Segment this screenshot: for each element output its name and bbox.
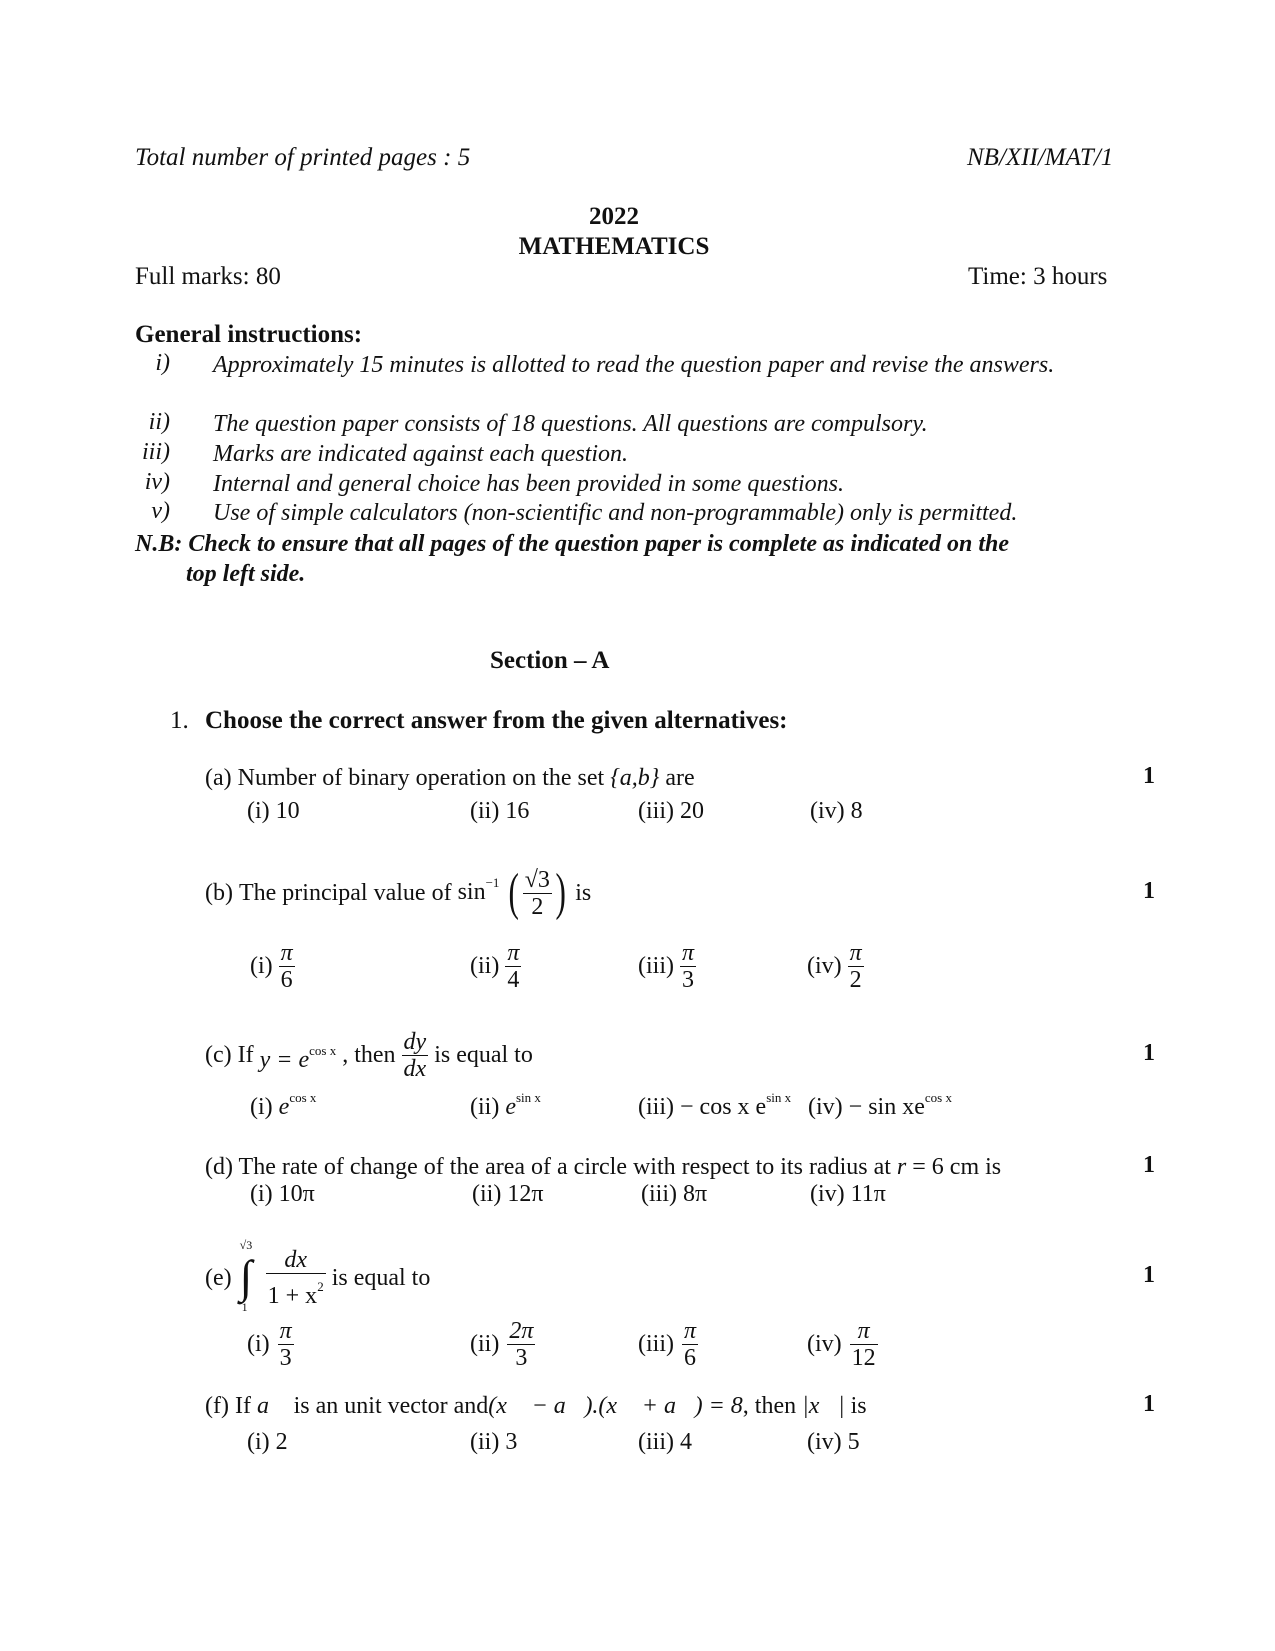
option-iii: (iii) 20 — [638, 798, 704, 824]
fraction-denominator: 6 — [684, 1345, 697, 1371]
instructions-heading: General instructions: — [135, 321, 363, 348]
subject-title: MATHEMATICS — [518, 233, 710, 260]
nb-note-line1: N.B: Check to ensure that all pages of the question paper is complete as indicated on the — [135, 531, 1010, 557]
equation-exponent: cos x — [309, 1042, 337, 1058]
option-iii: (iii) 8π — [641, 1181, 708, 1207]
question-label: (f) If — [205, 1393, 251, 1419]
option-fraction — [505, 940, 521, 993]
option-i: (i) 2 — [247, 1429, 288, 1455]
option-iii — [638, 940, 696, 993]
option-i: (i) 10π — [250, 1181, 315, 1207]
integral-sign-icon: ∫ — [239, 1250, 253, 1302]
question-label: (c) If — [205, 1042, 254, 1068]
option-fraction — [848, 940, 864, 993]
full-marks: Full marks: 80 — [135, 263, 281, 290]
denominator-exponent: 2 — [317, 1278, 324, 1294]
fraction-denominator: 4 — [507, 967, 520, 993]
fraction-denominator: 12 — [851, 1345, 876, 1371]
option-fraction — [279, 940, 295, 993]
marks-value: 1 — [1143, 1152, 1155, 1178]
option-iii — [638, 1318, 698, 1371]
nb-note-line2: top left side. — [186, 561, 306, 587]
fraction-numerator: π — [684, 1318, 697, 1344]
instruction-number: i) — [155, 350, 170, 376]
question-1b — [205, 858, 591, 928]
question-text-end: is equal to — [331, 1264, 431, 1291]
right-paren: ) — [555, 864, 566, 921]
question-number: 1. — [170, 707, 189, 734]
printed-pages-note: Total number of printed pages : 5 — [135, 144, 471, 171]
exam-year: 2022 — [589, 203, 639, 230]
fraction-numerator: π — [280, 940, 293, 966]
set-expression: {a,b} — [610, 765, 660, 791]
question-label: (b) — [205, 880, 233, 906]
option-label: (iv) — [808, 1094, 843, 1120]
fraction-numerator: π — [507, 940, 520, 966]
option-ii — [470, 1318, 535, 1371]
option-base: − sin xe — [848, 1094, 925, 1120]
option-ii — [470, 940, 521, 993]
option-label: (iii) — [638, 1331, 674, 1357]
vector-a: a⃗ — [256, 1393, 288, 1419]
derivative-fraction — [402, 1029, 429, 1082]
option-label: (iv) — [807, 1331, 842, 1357]
fraction-numerator: π — [850, 1318, 878, 1345]
fraction-denominator: 3 — [682, 967, 695, 993]
option-label: (i) — [247, 1331, 270, 1357]
option-label: (ii) — [470, 1094, 500, 1120]
fraction-denominator: dx — [403, 1055, 427, 1082]
instruction-number: iv) — [144, 469, 170, 495]
option-label: (i) — [250, 1094, 273, 1120]
question-title: Choose the correct answer from the given alternatives: — [205, 707, 788, 734]
instruction-text: The question paper consists of 18 questions. All questions are compulsory. — [213, 411, 928, 437]
instruction-text: Use of simple calculators (non-scientific and non-programmable) only is permitted. — [213, 500, 1018, 526]
option-exponent: cos x — [924, 1090, 952, 1105]
option-iv — [808, 1090, 952, 1121]
option-fraction — [278, 1318, 294, 1371]
sine-function: sin — [457, 878, 486, 905]
question-label: (e) — [205, 1264, 232, 1291]
denominator-base: 1 + x — [267, 1282, 318, 1309]
paper-code: NB/XII/MAT/1 — [967, 144, 1114, 171]
option-iv: (iv) 8 — [810, 798, 863, 824]
question-1c — [205, 1025, 533, 1085]
question-text: The principal value of — [238, 880, 452, 906]
fraction-denominator: 2 — [531, 893, 544, 920]
marks-value: 1 — [1143, 763, 1155, 789]
fraction-numerator: √3 — [524, 866, 550, 893]
option-i — [250, 940, 295, 993]
question-text: (d) The rate of change of the area of a circle with respect to its radius at — [205, 1154, 891, 1180]
question-label: (a) — [205, 765, 232, 791]
option-i: (i) 10 — [247, 798, 300, 824]
fraction-denominator: 3 — [515, 1345, 528, 1371]
option-ii: (ii) 3 — [470, 1429, 518, 1455]
option-iv: (iv) 5 — [807, 1429, 860, 1455]
fraction-numerator: dx — [266, 1247, 326, 1274]
option-i — [250, 1090, 316, 1121]
question-1f — [205, 1391, 867, 1421]
fraction — [523, 867, 552, 920]
option-iv: (iv) 11π — [810, 1181, 886, 1207]
option-label: (ii) — [470, 953, 500, 979]
option-label: (iii) — [638, 953, 674, 979]
then-text: , then — [342, 1042, 396, 1068]
question-1d — [205, 1152, 1001, 1182]
option-iv — [807, 940, 864, 993]
option-ii: (ii) 16 — [470, 798, 530, 824]
vector-expression: (x⃗ − a⃗).(x⃗ + a⃗) = 8 — [488, 1393, 743, 1419]
inverse-exponent: −1 — [485, 874, 500, 890]
definite-integral — [238, 1237, 260, 1314]
question-text: is an unit vector and — [293, 1393, 489, 1419]
integrand-fraction — [266, 1247, 326, 1309]
option-base: − cos x e — [680, 1094, 767, 1120]
option-iii: (iii) 4 — [638, 1429, 692, 1455]
instruction-number: v) — [151, 498, 170, 524]
integral-upper-limit: √3 — [239, 1237, 253, 1252]
option-fraction — [682, 1318, 698, 1371]
marks-value: 1 — [1143, 878, 1155, 904]
option-exponent: sin x — [515, 1090, 541, 1105]
option-base: e — [278, 1094, 290, 1120]
fraction-numerator: 2π — [509, 1318, 534, 1344]
option-exponent: sin x — [766, 1090, 792, 1105]
instruction-number: ii) — [148, 409, 170, 435]
fraction-numerator: π — [279, 1318, 292, 1344]
fraction-denominator — [266, 1274, 326, 1309]
option-i — [247, 1318, 294, 1371]
option-ii: (ii) 12π — [472, 1181, 544, 1207]
fraction-denominator: 3 — [279, 1345, 292, 1371]
question-text-end: = 6 cm is — [912, 1154, 1002, 1180]
question-1e — [205, 1237, 431, 1315]
then-text: , then — [742, 1393, 797, 1419]
option-label: (ii) — [470, 1331, 500, 1357]
option-ii — [470, 1090, 541, 1121]
fraction-denominator: 6 — [280, 967, 293, 993]
option-label: (iii) — [638, 1094, 674, 1120]
section-heading: Section – A — [490, 647, 610, 674]
instruction-number: iii) — [142, 439, 170, 465]
instruction-text: Marks are indicated against each question. — [213, 441, 629, 467]
option-iv — [807, 1318, 878, 1371]
option-label: (i) — [250, 953, 273, 979]
fraction-numerator: π — [682, 940, 695, 966]
equation — [260, 1036, 337, 1075]
inverse-sine-expression — [457, 864, 570, 921]
marks-value: 1 — [1143, 1040, 1155, 1066]
marks-value: 1 — [1143, 1262, 1155, 1288]
option-fraction — [680, 940, 696, 993]
equation-base: y = e — [259, 1046, 310, 1073]
question-text-end: is — [575, 880, 592, 906]
question-text-end: are — [665, 765, 695, 791]
question-text-end: is — [850, 1393, 867, 1419]
option-base: e — [505, 1094, 516, 1120]
left-paren: ( — [508, 864, 520, 921]
integral-lower-limit: 1 — [241, 1299, 248, 1314]
marks-value: 1 — [1143, 1391, 1155, 1417]
fraction-numerator: π — [849, 940, 862, 966]
option-label: (iv) — [807, 953, 842, 979]
option-fraction — [850, 1318, 878, 1371]
vector-magnitude: |x⃗| — [802, 1393, 845, 1419]
fraction-denominator: 2 — [849, 967, 862, 993]
question-text: Number of binary operation on the set — [237, 765, 605, 791]
option-exponent: cos x — [289, 1090, 317, 1105]
instruction-text: Internal and general choice has been provided in some questions. — [213, 471, 844, 497]
fraction-numerator: dy — [403, 1028, 427, 1055]
option-iii — [638, 1090, 791, 1121]
option-fraction — [507, 1318, 535, 1371]
question-1a — [205, 763, 695, 793]
question-text-end: is equal to — [434, 1042, 533, 1068]
radius-symbol: r — [896, 1154, 907, 1180]
time-allowed: Time: 3 hours — [968, 263, 1108, 290]
instruction-text: Approximately 15 minutes is allotted to read the question paper and revise the answers. — [213, 352, 1055, 378]
